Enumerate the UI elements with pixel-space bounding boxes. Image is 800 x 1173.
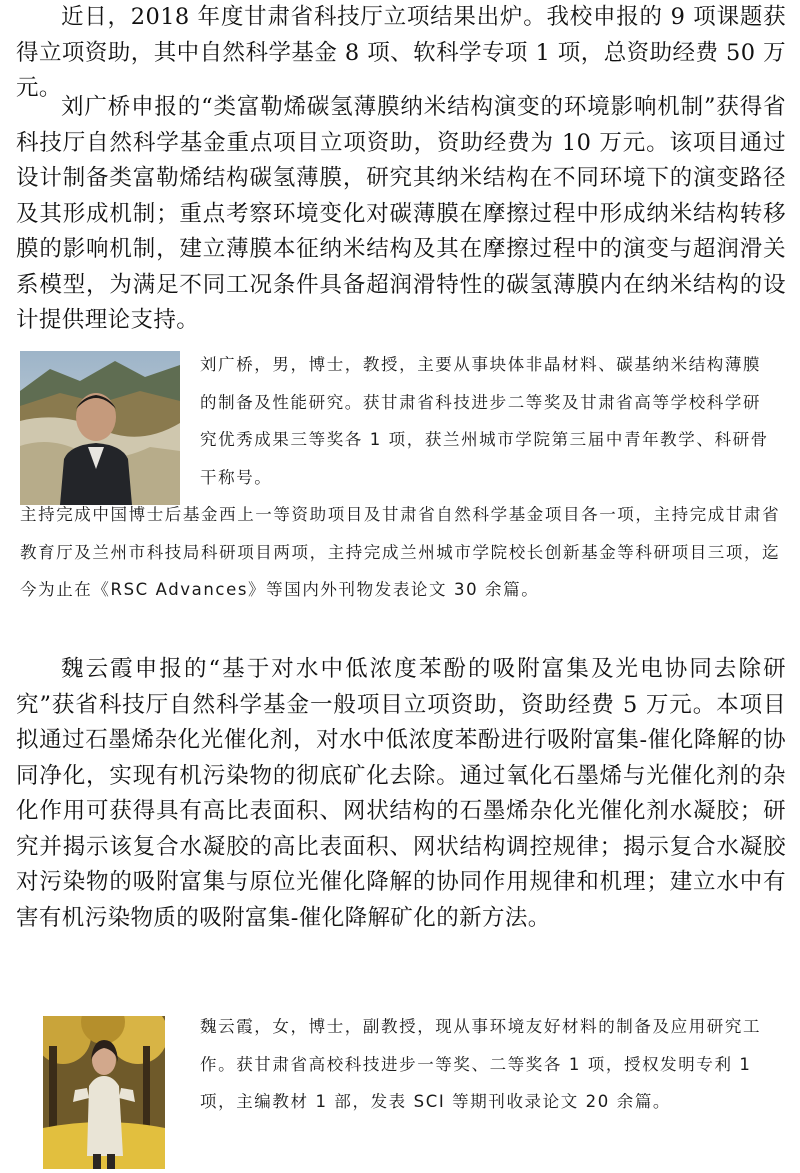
liu-project-paragraph: 刘广桥申报的“类富勒烯碳氢薄膜纳米结构演变的环境影响机制”获得省科技厅自然科学基金重点项目立项资助，资助经费为 10 万元。该项目通过设计制备类富勒烯结构碳氢薄膜，研究其纳米结构在不同环境下的演变路径及其形成机制；重点考察环境变化对碳薄膜在摩擦过程中形成纳米结构转移膜的影响机制，建立薄膜本征纳米结构及其在摩擦过程中的演变与超润滑关系模型，为满足不同工况条件具备超润滑特性的碳氢薄膜内在纳米结构的设计提供理论支持。 bbox=[16, 94, 786, 333]
wei-bio: 魏云霞，女，博士，副教授，现从事环境友好材料的制备及应用研究工作。获甘肃省高校科技进步一等奖、二等奖各 1 项，授权发明专利 1 项，主编教材 1 部，发表 SCI 等期刊收录论文 20 余篇。 bbox=[200, 1017, 762, 1111]
wei-project-paragraph: 魏云霞申报的“基于对水中低浓度苯酚的吸附富集及光电协同去除研究”获省科技厅自然科学基金一般项目立项资助，资助经费 5 万元。本项目拟通过石墨烯杂化光催化剂，对水中低浓度苯酚进行吸附富集-催化降解的协同净化，实现有机污染物的彻底矿化去除。通过氧化石墨烯与光催化剂的杂化作用可获得具有高比表面积、网状结构的石墨烯杂化光催化剂水凝胶；研究并揭示该复合水凝胶的高比表面积、网状结构调控规律；揭示复合水凝胶对污染物的吸附富集与原位光催化降解的协同作用规律和机理；建立水中有害有机污染物质的吸附富集-催化降解矿化的新方法。 bbox=[16, 656, 786, 931]
liu-bio-intro: 刘广桥，男，博士，教授，主要从事块体非晶材料、碳基纳米结构薄膜的制备及性能研究。获甘肃省科技进步二等奖及甘肃省高等学校科学研究优秀成果三等奖各 1 项，获兰州城市学院第三届中青年教学、科研骨干称号。 bbox=[200, 355, 769, 487]
liu-portrait-photo bbox=[20, 351, 180, 505]
intro-paragraph: 近日，2018 年度甘肃省科技厅立项结果出炉。我校申报的 9 项课题获得立项资助，其中自然科学基金 8 项、软科学专项 1 项，总资助经费 50 万元。 bbox=[16, 4, 786, 101]
liu-bio-continued: 主持完成中国博士后基金西上一等资助项目及甘肃省自然科学基金项目各一项，主持完成甘肃省教育厅及兰州市科技局科研项目两项，主持完成兰州城市学院校长创新基金等科研项目三项，迄今为止在《RSC Advances》等国内外刊物发表论文 30 余篇。 bbox=[20, 505, 781, 599]
wei-portrait-photo bbox=[43, 1016, 165, 1169]
